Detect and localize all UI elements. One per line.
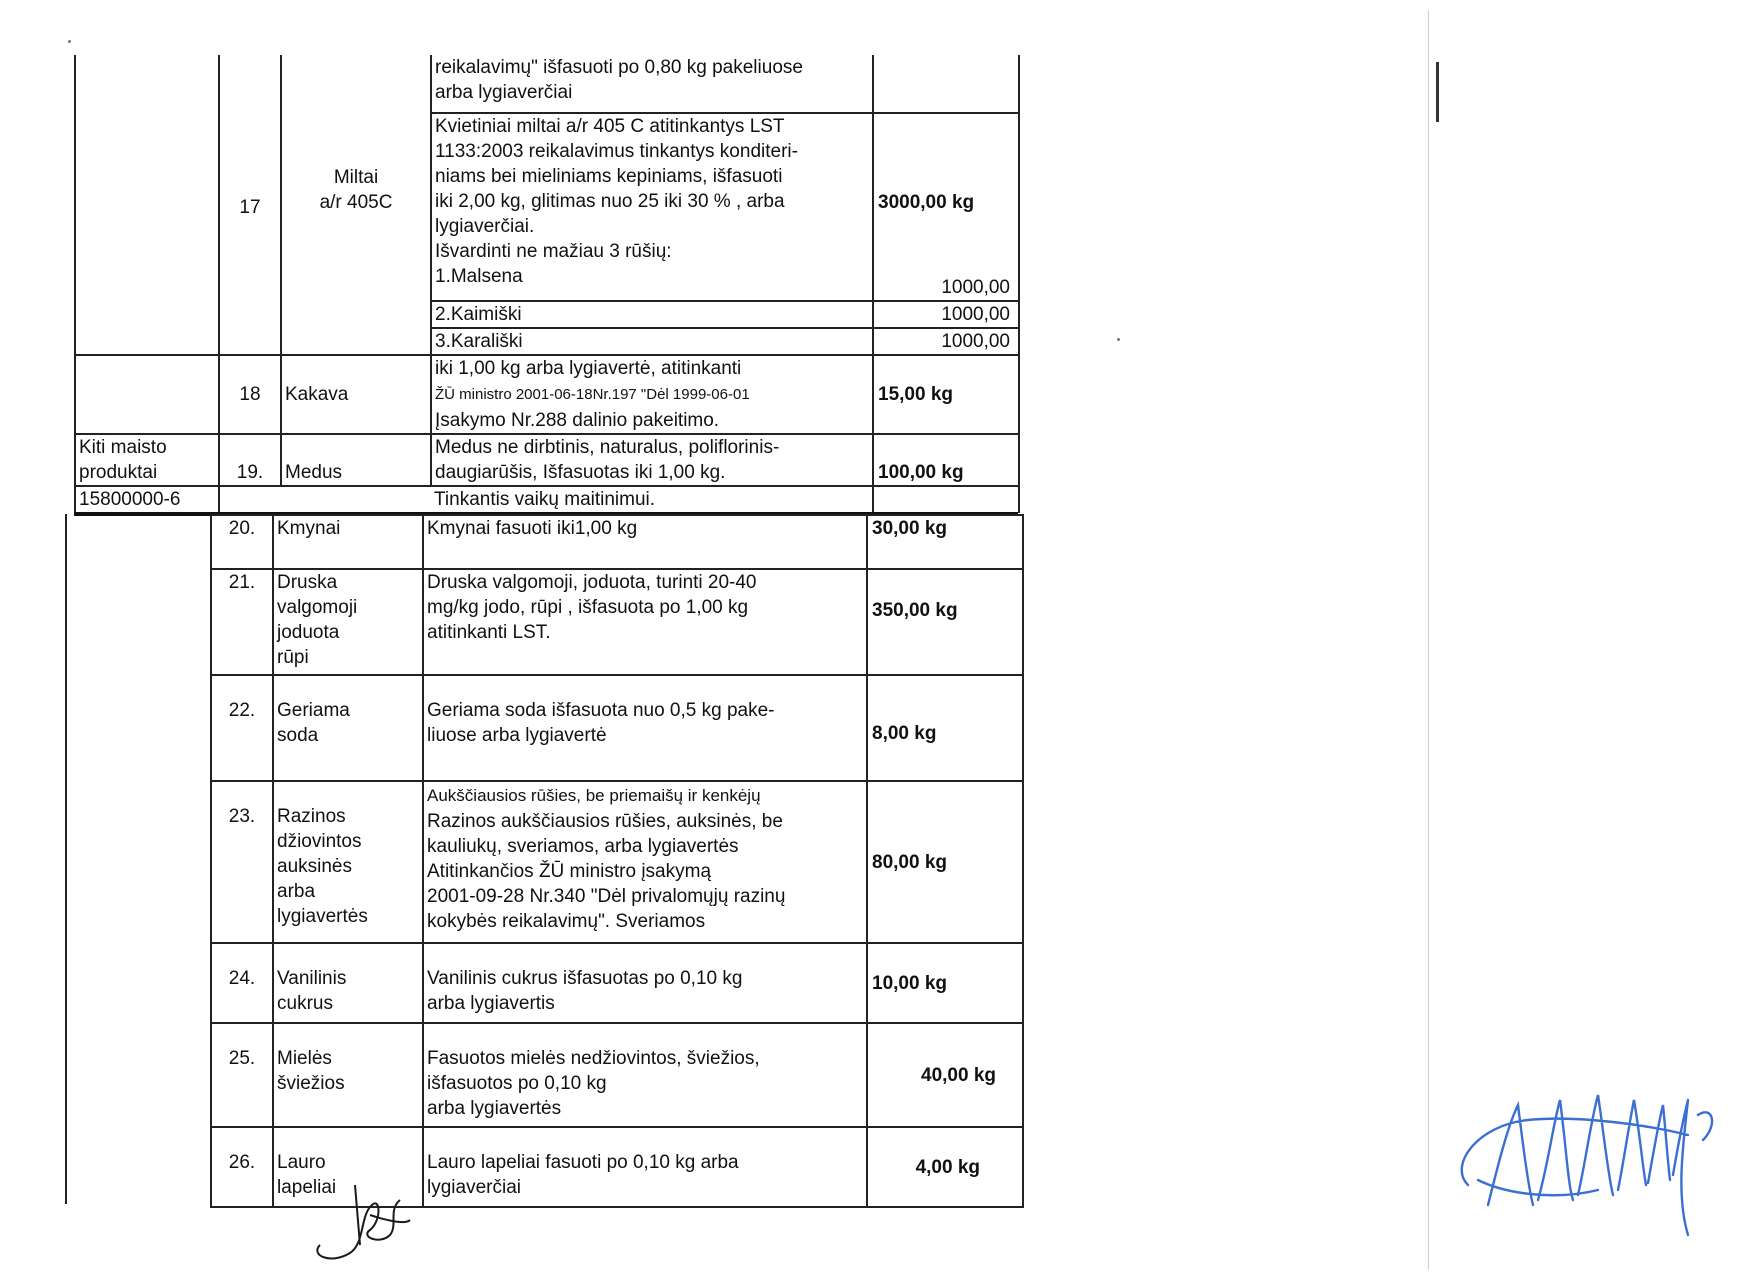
description-line: Vanilinis cukrus išfasuotas po 0,10 kg <box>427 968 743 989</box>
description-line: lygiaverčiai. <box>435 216 535 237</box>
table-row <box>211 569 1023 675</box>
item-number: 21. <box>211 569 273 675</box>
description-cell <box>423 569 867 675</box>
item-name-line: Geriama <box>277 700 350 721</box>
group-cell <box>75 113 219 301</box>
signature-initials <box>310 1175 420 1265</box>
description-line: daugiarūšis, Išfasuotas iki 1,00 kg. <box>435 462 726 483</box>
description-line: Geriama soda išfasuota nuo 0,5 kg pake- <box>427 700 775 721</box>
item-number: 19. <box>236 462 264 483</box>
group-cell <box>75 55 219 113</box>
item-number: 22. <box>211 675 273 781</box>
description-line: 2001-09-28 Nr.340 "Dėl privalomųjų razinų <box>427 886 786 907</box>
number-cell <box>219 434 281 486</box>
description-line: kauliukų, sveriamos, arba lygiavertės <box>427 836 739 857</box>
name-cell <box>273 515 423 569</box>
item-quantity: 350,00 kg <box>867 569 1023 675</box>
item-name-line: auksinės <box>277 856 352 877</box>
sub-quantity: 1000,00 <box>941 277 1010 298</box>
item-name-line: šviežios <box>277 1073 345 1094</box>
description-line: iki 2,00 kg, glitimas nuo 25 iki 30 % , arba <box>435 191 785 212</box>
item-name-line: cukrus <box>277 993 333 1014</box>
quantity-cell <box>873 113 1019 301</box>
description-cell: 2.Kaimiški <box>431 301 873 328</box>
table-row <box>75 355 1019 434</box>
description-line: Aukščiausios rūšies, be priemaišų ir kenkėjų <box>427 786 761 805</box>
table-row <box>75 328 1019 355</box>
description-cell <box>431 55 873 113</box>
group-label-line: Kiti maisto <box>79 437 167 458</box>
item-quantity: 4,00 kg <box>867 1127 1023 1207</box>
name-cell <box>281 113 431 301</box>
group-code: 15800000-6 <box>75 486 219 513</box>
table-row <box>75 301 1019 328</box>
item-number: 18 <box>239 384 261 405</box>
signature-handwritten <box>1448 1065 1728 1245</box>
description-line: Druska valgomoji, joduota, turinti 20-40 <box>427 572 757 593</box>
item-name-line: Lauro <box>277 1152 326 1173</box>
description-line: 1.Malsena <box>435 266 523 287</box>
item-name-line: Mielės <box>277 1048 332 1069</box>
item-number: 26. <box>211 1127 273 1207</box>
description-line: arba lygiavertės <box>427 1098 562 1119</box>
item-name-line: Vanilinis <box>277 968 347 989</box>
item-name: Medus <box>285 462 343 483</box>
page-edge-line <box>1428 10 1429 1270</box>
name-cell <box>281 355 431 434</box>
description-line: reikalavimų" išfasuoti po 0,80 kg pakeliuose <box>435 57 803 78</box>
description-line: arba lygiavertis <box>427 993 555 1014</box>
description-cell: 3.Karališki <box>431 328 873 355</box>
table-row <box>75 486 1019 513</box>
sub-quantity: 1000,00 <box>873 328 1019 355</box>
item-number: 25. <box>211 1023 273 1127</box>
item-quantity: 40,00 kg <box>867 1023 1023 1127</box>
description-line: iki 1,00 kg arba lygiavertė, atitinkanti <box>435 358 742 379</box>
number-cell <box>219 486 281 513</box>
number-cell <box>219 113 281 301</box>
item-name-line: soda <box>277 725 319 746</box>
name-cell <box>281 301 431 328</box>
table-row <box>75 55 1019 113</box>
group-cell <box>75 434 219 486</box>
description-line: Išvardinti ne mažiau 3 rūšių: <box>435 241 672 262</box>
table-left-border <box>65 514 67 1204</box>
number-cell <box>219 301 281 328</box>
number-cell <box>219 328 281 355</box>
name-cell <box>273 1023 423 1127</box>
item-name-line: a/r 405C <box>319 192 393 213</box>
scan-speck <box>68 40 71 43</box>
table-row <box>211 515 1023 569</box>
description-line: 1133:2003 reikalavimus tinkantys konditeri- <box>435 141 798 162</box>
sub-quantity: 1000,00 <box>873 301 1019 328</box>
item-quantity: 8,00 kg <box>867 675 1023 781</box>
item-number: 23. <box>211 781 273 943</box>
description-line: atitinkanti LST. <box>427 622 551 643</box>
item-quantity: 80,00 kg <box>867 781 1023 943</box>
description-line: Kvietiniai miltai a/r 405 C atitinkantys LST <box>435 116 785 137</box>
item-number: 17 <box>239 196 261 218</box>
description-cell: Tinkantis vaikų maitinimui. <box>431 486 873 513</box>
description-line: arba lygiaverčiai <box>435 82 573 103</box>
item-name-line: Miltai <box>333 167 379 188</box>
name-cell <box>281 328 431 355</box>
table-row <box>211 675 1023 781</box>
page-edge-mark <box>1436 62 1439 122</box>
item-name-line: Kmynai <box>277 518 341 539</box>
description-cell <box>423 1127 867 1207</box>
item-name-line: lygiavertės <box>277 906 368 927</box>
description-line: Įsakymo Nr.288 dalinio pakeitimo. <box>435 410 720 431</box>
name-cell <box>281 55 431 113</box>
quantity-cell <box>873 55 1019 113</box>
item-quantity: 10,00 kg <box>867 943 1023 1023</box>
description-line: Fasuotos mielės nedžiovintos, šviežios, <box>427 1048 760 1069</box>
description-line: mg/kg jodo, rūpi , išfasuota po 1,00 kg <box>427 597 749 618</box>
item-name-line: džiovintos <box>277 831 362 852</box>
description-cell <box>423 515 867 569</box>
description-line: Medus ne dirbtinis, naturalus, poliflorinis- <box>435 437 780 458</box>
table-row <box>75 113 1019 301</box>
name-cell <box>273 781 423 943</box>
table-row <box>211 781 1023 943</box>
description-line: lygiaverčiai <box>427 1177 521 1198</box>
scan-speck <box>1117 338 1120 341</box>
description-cell <box>431 355 873 434</box>
name-cell <box>273 675 423 781</box>
group-label-line: produktai <box>79 462 158 483</box>
quantity-cell <box>873 486 1019 513</box>
table-row <box>211 1023 1023 1127</box>
description-line: Lauro lapeliai fasuoti po 0,10 kg arba <box>427 1152 739 1173</box>
description-cell <box>431 113 873 301</box>
items-table-top <box>74 55 1020 514</box>
description-line: liuose arba lygiavertė <box>427 725 607 746</box>
group-cell <box>75 328 219 355</box>
item-name-line: valgomoji <box>277 597 358 618</box>
description-line: niams bei mieliniams kepiniams, išfasuoti <box>435 166 783 187</box>
description-cell <box>423 781 867 943</box>
table-row <box>75 434 1019 486</box>
description-cell <box>431 434 873 486</box>
description-cell <box>423 675 867 781</box>
description-cell <box>423 943 867 1023</box>
number-cell <box>219 355 281 434</box>
group-cell <box>75 301 219 328</box>
group-cell <box>75 355 219 434</box>
item-name-line: arba <box>277 881 316 902</box>
item-number: 24. <box>211 943 273 1023</box>
item-quantity: 15,00 kg <box>873 355 1019 434</box>
item-quantity: 100,00 kg <box>873 434 1019 486</box>
description-line: Atitinkančios ŽŪ ministro įsakymą <box>427 861 712 882</box>
description-line: išfasuotos po 0,10 kg <box>427 1073 607 1094</box>
item-quantity: 30,00 kg <box>867 515 1023 569</box>
item-name-line: joduota <box>277 622 340 643</box>
name-cell <box>273 569 423 675</box>
items-table-bottom <box>210 514 1024 1208</box>
item-quantity: 3000,00 kg <box>878 192 975 213</box>
description-line: Kmynai fasuoti iki1,00 kg <box>427 518 638 539</box>
item-name-line: lapeliai <box>277 1177 337 1198</box>
description-line: Razinos aukščiausios rūšies, auksinės, be <box>427 811 783 832</box>
item-name-line: rūpi <box>277 647 309 668</box>
description-line: kokybės reikalavimų". Sveriamos <box>427 911 706 932</box>
item-number: 20. <box>211 515 273 569</box>
name-cell <box>281 486 431 513</box>
item-name-line: Razinos <box>277 806 346 827</box>
name-cell <box>281 434 431 486</box>
table-row <box>211 943 1023 1023</box>
description-line: ŽŪ ministro 2001-06-18Nr.197 "Dėl 1999-06-01 <box>435 386 750 403</box>
item-name-line: Druska <box>277 572 338 593</box>
name-cell <box>273 943 423 1023</box>
number-cell <box>219 55 281 113</box>
item-name: Kakava <box>285 384 349 405</box>
description-cell <box>423 1023 867 1127</box>
